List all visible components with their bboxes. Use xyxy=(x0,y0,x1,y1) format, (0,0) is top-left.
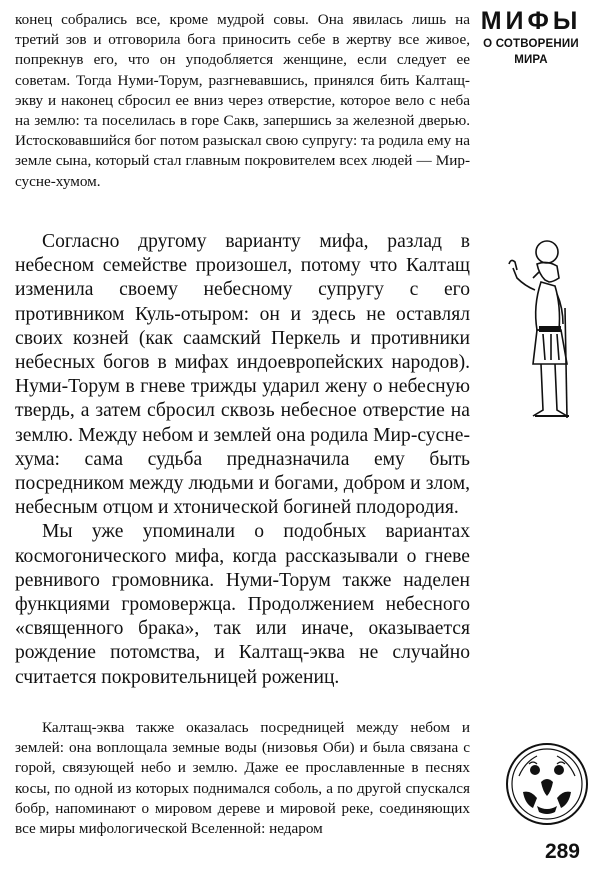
page-number: 289 xyxy=(544,840,580,863)
bottom-text-block xyxy=(15,718,470,839)
section-title: МИФЫ xyxy=(480,7,582,35)
paragraph-bottom: Калтащ-эква также оказалась посредницей между небом и землей: она воплощала земные воды (низовья Оби) и была связана с горой, связующей небо и землю. Даже ее прославленные в песнях косы, по одной из которых поднимался соболь, а по другой спускался бобр, напоминают о мировом дереве и мировой реке, соединяющих все миры мифологической Вселенной: недаром xyxy=(15,719,470,838)
section-header xyxy=(476,6,586,68)
top-text-block xyxy=(15,10,470,192)
paragraph-top: конец собрались все, кроме мудрой совы. Она явилась лишь на третий зов и отговорила бога приносить себе в жертву все живое, попрекнув его, что он уподобляется женщине, если следует ее советам. Тогда Нуми-Торум, разгневавшись, принялся бить Калтащ-экву и наконец сбросил ее вниз через отверстие, которое вело с неба на землю: та поселилась в горе Сакв, запершись за железной дверью. Истосковавшийся бог потом разыскал свою супругу: та родила ему на земле сына, который стал главным покровителем всех людей — Мир-сусне-хумом. xyxy=(15,11,470,190)
round-ornament-emblem xyxy=(505,742,589,826)
section-subtitle-line2: МИРА xyxy=(514,54,548,66)
egyptian-god-figure xyxy=(495,238,587,428)
paragraph-main-1: Согласно другому варианту мифа, разлад в небесном семействе произошел, потому что Калтащ изменила своему небесному супругу с его противником Куль-отыром: он и здесь не оставлял своих козней (как саамский Перкель и противники небесных богов в мифах индоевропейских народов). Нуми-Торум в гневе трижды ударил жену о небесную твердь, а затем сбросил сквозь небесное отверстие на землю. Между небом и землей она родила Мир-сусне-хума: сама судьба предназначила ему быть посредником между людьми и богами, добром и злом, небесным отцом и хтонической богиней плодородия. xyxy=(15,231,470,519)
main-text-block xyxy=(15,230,470,690)
paragraph-main-2: Мы уже упоминали о подобных вариантах космогонического мифа, когда рассказывали о гневе ревнивого громовника. Нуми-Торум также наделен функциями громовержца. Продолжением небесного «священного брака», так или иначе, оказывается рождение потомства, и Калтащ-эква не случайно считается покровительницей рожениц. xyxy=(15,521,470,688)
section-subtitle-line1: О СОТВОРЕНИИ xyxy=(483,38,579,50)
